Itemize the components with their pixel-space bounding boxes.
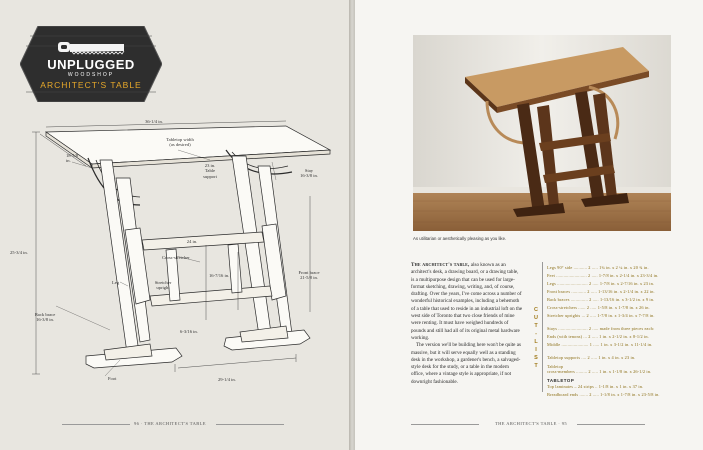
cut-list-row: Front braces ............ 2 ..... 1-13/16 in. x 2-1/4 in. x 22 in.: [547, 289, 655, 294]
cut-list-divider: [542, 262, 543, 392]
cut-list-row: Cross-stretchers ...... 2 ..... 1-5/8 in. x 1-7/8 in. x 26 in.: [547, 305, 650, 310]
paragraph-2: The version we'll be building here won't be quite as massive, but it will serve equally well as a standing desk in the workshop, a gardener's bench, a salvaged-style desk for the study, or a table in the modern office, where a vintage style is appropriate, if not downright fashionable.: [411, 342, 521, 385]
label-cross-stretcher: Cross-stretcher: [162, 255, 190, 260]
cut-list-row: Middle ...................... 1 ..... 1 in. x 3-1/2 in. x 11-1/4 in.: [547, 342, 653, 347]
dim-overall-width: 36-1/4 in.: [145, 119, 163, 124]
cut-list-row: Top laminates – 24 strips .. 1-1/8 in. x 1 in. x 37 in.: [547, 384, 644, 389]
left-page: [0, 0, 349, 450]
lead-in: The architect's table,: [411, 262, 470, 268]
cut-list-row: Feet ......................... 2 ..... 1-7/8 in. x 2-1/4 in. x 23-3/4 in.: [547, 273, 659, 278]
badge-title: UNPLUGGED: [47, 57, 135, 72]
label-stay: Stay 16-3/8 in.: [300, 168, 318, 179]
right-page: [355, 0, 703, 450]
label-table-support: 23 in. Table support: [203, 163, 217, 179]
cut-list-row: cross-members ......... 2 ..... 1 in. x 1-1/8 in. x 26-1/2 in.: [547, 369, 652, 374]
badge-project: ARCHITECT'S TABLE: [40, 80, 142, 90]
label-leg: Leg: [112, 280, 120, 285]
label-stretcher-upright: Stretcher upright: [154, 280, 172, 291]
cut-list-row: Legs ......................... 2 ..... 1-7/8 in. x 2-7/16 in. x 23 in.: [547, 281, 655, 286]
label-back-brace: Back brace 16-3/8 in.: [34, 312, 56, 323]
photo-caption: As utilitarian or aesthetically pleasing as you like.: [413, 236, 507, 241]
dim-6-3-16: 6-3/16 in.: [180, 329, 198, 334]
badge-subtitle: WOODSHOP: [67, 72, 115, 78]
cut-list-row: Tabletop: [547, 364, 564, 369]
label-front-brace: Front brace 21-5/8 in.: [298, 270, 320, 281]
cut-list-row: Breadboard ends ....... 2 ..... 1-1/8 in. x 1-7/8 in. x 23-5/8 in.: [547, 392, 660, 397]
cut-list-row: Stretcher uprights ... 2 ..... 1-7/8 in. x 1-3/4 in. x 7-7/8 in.: [547, 313, 655, 318]
cut-list-row: Back braces .............. 2 ..... 1-13/16 in. x 3-1/2 in. x 9 in.: [547, 297, 655, 302]
dim-stretcher-24: 24 in.: [186, 239, 198, 244]
paragraph-1: also known as an architect's desk, a drawing board, or a drawing table, is a multipurpose design that can be used for large-format sketching, drawing, writing, and, of course, drafting. Over the years, I've come across a number of wonderful historical examples, including a behemoth of a table that used to reside in an industrial loft on the west side of Toronto that two close friends of mine were renting. It must have weighed hundreds of pounds and still had all of its original metal hardware working.: [411, 262, 523, 341]
label-foot: Foot: [108, 376, 117, 381]
cut-list-heading: TABLETOP: [547, 378, 575, 383]
label-tabletop-width: Tabletop width (as desired): [166, 137, 194, 148]
dim-16-7-16: 16-7/16 in.: [209, 273, 230, 278]
dim-left-depth: 18-5/8 in.: [66, 153, 78, 164]
cut-list-row: Legs 90° side ........... 2 ..... 1¾ in. x 2 ¼ in. x 20 ¾ in.: [547, 265, 649, 270]
dim-foot-width: 29-1/4 in.: [218, 377, 236, 382]
cut-list-row: Stays ........................ 2 ..... made from three pieces each:: [547, 326, 655, 331]
cut-list-vertical-label: C U T - L I S T: [534, 307, 538, 369]
cut-list-row: Ends (with tenons) ... 2 ..... 1 in. x 2-1/2 in. x 8-1/2 in.: [547, 334, 649, 339]
footer-left: 96 · THE ARCHITECT'S TABLE: [134, 421, 206, 426]
footer-right: THE ARCHITECT'S TABLE · 95: [495, 421, 568, 426]
table-drawing: [0, 0, 349, 450]
intro-text: [411, 262, 523, 386]
table-photo: [413, 35, 671, 231]
dim-height: 25-3/4 in.: [10, 250, 28, 255]
cut-list-row: Tabletop supports .... 2 ..... 1 in. x 4 in. x 23 in.: [547, 355, 636, 360]
